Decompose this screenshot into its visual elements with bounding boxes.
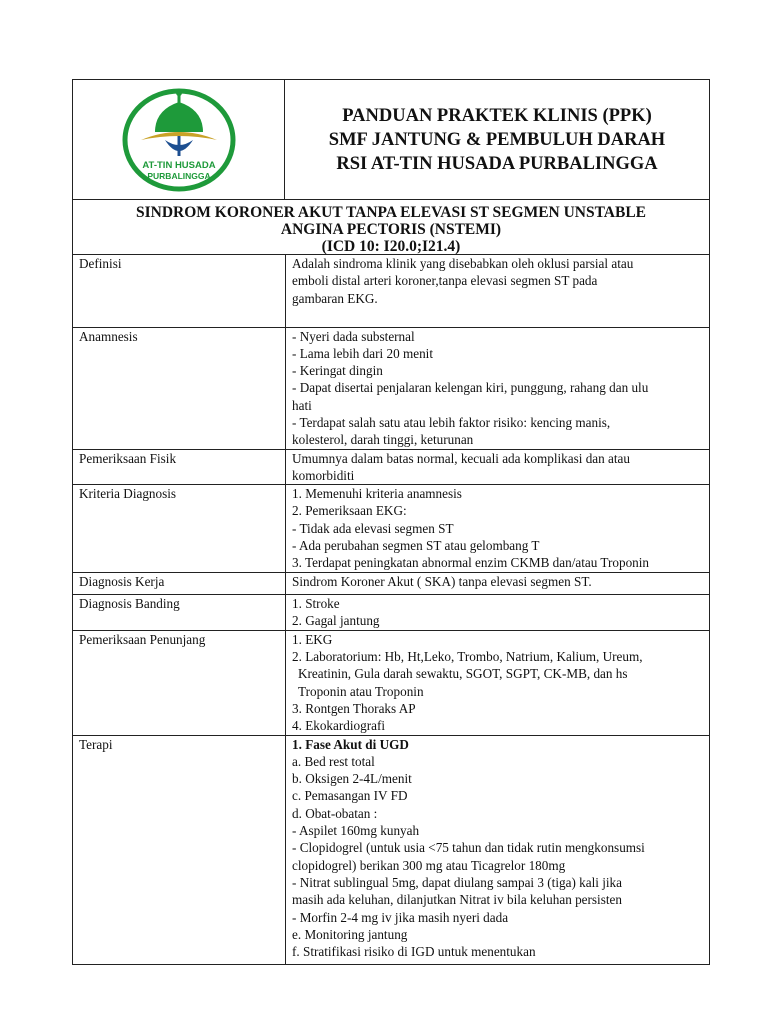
value-line: - Tidak ada elevasi segmen ST: [292, 520, 454, 536]
row-anamnesis: [73, 327, 709, 449]
value-line: Sindrom Koroner Akut ( SKA) tanpa elevasi segmen ST.: [292, 574, 592, 590]
value-line: Adalah sindroma klinik yang disebabkan oleh oklusi parsial atau: [292, 256, 634, 271]
value-line: 4. Ekokardiografi: [292, 718, 386, 734]
row-value: [286, 630, 710, 735]
value-line: 3. Terdapat peningkatan abnormal enzim CKMB dan/atau Troponin: [292, 555, 650, 571]
subject-heading: [73, 200, 709, 255]
document-header: [73, 80, 709, 200]
row-pemeriksaan-fisik: [73, 449, 709, 485]
row-value: [286, 735, 710, 964]
row-value: [286, 485, 710, 573]
value-line: - Keringat dingin: [292, 363, 383, 379]
logo-cell: [73, 80, 285, 199]
logo-text-2: PURBALINGGA: [146, 170, 211, 181]
value-line: a. Bed rest total: [292, 753, 375, 769]
value-line: f. Stratifikasi risiko di IGD untuk menentukan: [292, 944, 536, 960]
row-label: Diagnosis Banding: [73, 595, 286, 631]
subject-line-3: (ICD 10: I20.0;I21.4): [321, 238, 461, 255]
value-line: 2. Laboratorium: Hb, Ht,Leko, Trombo, Natrium, Kalium, Ureum,: [292, 649, 643, 665]
row-definisi: [73, 255, 709, 327]
row-value: [286, 255, 710, 327]
row-label: Pemeriksaan Penunjang: [73, 630, 286, 735]
hospital-logo-icon: [121, 88, 237, 192]
value-line: 1. Memenuhi kriteria anamnesis: [292, 486, 462, 502]
value-line: clopidogrel) berikan 300 mg atau Ticagrelor 180mg: [292, 857, 566, 873]
row-label: Terapi: [73, 735, 286, 964]
title-line-1: PANDUAN PRAKTEK KLINIS (PPK): [342, 105, 652, 126]
value-line: emboli distal arteri koroner,tanpa elevasi segmen ST pada: [292, 273, 598, 289]
logo-text-1: AT-TIN HUSADA: [141, 159, 216, 171]
value-line: Umumnya dalam batas normal, kecuali ada komplikasi dan atau: [292, 450, 631, 466]
value-line: hati: [292, 397, 312, 413]
value-line: komorbiditi: [292, 467, 355, 483]
row-kriteria-diagnosis: [73, 485, 709, 573]
row-label: Pemeriksaan Fisik: [73, 449, 286, 485]
value-line: - Morfin 2-4 mg iv jika masih nyeri dada: [292, 909, 509, 925]
value-line: b. Oksigen 2-4L/menit: [292, 771, 412, 787]
value-line: - Aspilet 160mg kunyah: [292, 823, 420, 839]
row-label: Definisi: [73, 255, 286, 327]
row-label: Diagnosis Kerja: [73, 573, 286, 595]
subject-line-1: SINDROM KORONER AKUT TANPA ELEVASI ST SEGMEN UNSTABLE: [135, 204, 647, 221]
row-value: [286, 595, 710, 631]
value-line: - Dapat disertai penjalaran kelengan kiri, punggung, rahang dan ulu: [292, 380, 649, 396]
subject-line-2: ANGINA PECTORIS (NSTEMI): [280, 221, 502, 238]
value-line: - Terdapat salah satu atau lebih faktor risiko: kencing manis,: [292, 414, 611, 430]
value-line: 2. Pemeriksaan EKG:: [292, 503, 407, 519]
row-diagnosis-banding: [73, 595, 709, 631]
value-line: Troponin atau Troponin: [298, 683, 424, 699]
value-line: masih ada keluhan, dilanjutkan Nitrat iv bila keluhan persisten: [292, 892, 622, 908]
value-line: d. Obat-obatan :: [292, 805, 378, 821]
title-line-3: RSI AT-TIN HUSADA PURBALINGGA: [336, 153, 658, 174]
value-line: 3. Rontgen Thoraks AP: [292, 700, 416, 716]
row-value: [286, 327, 710, 449]
value-line: e. Monitoring jantung: [292, 926, 408, 942]
value-line: c. Pemasangan IV FD: [292, 788, 408, 804]
ppk-document: [72, 79, 710, 965]
document-title: [285, 80, 709, 199]
title-line-2: SMF JANTUNG & PEMBULUH DARAH: [328, 129, 666, 150]
row-value: [286, 449, 710, 485]
row-value: [286, 573, 710, 595]
value-line: - Ada perubahan segmen ST atau gelombang T: [292, 538, 540, 554]
value-line: 1. Fase Akut di UGD: [292, 736, 409, 752]
value-line: 1. Stroke: [292, 596, 340, 612]
row-diagnosis-kerja: [73, 573, 709, 595]
row-label: Anamnesis: [73, 327, 286, 449]
value-line: 1. EKG: [292, 631, 333, 647]
row-terapi: [73, 735, 709, 964]
value-line: - Lama lebih dari 20 menit: [292, 345, 433, 361]
value-line: - Nyeri dada substernal: [292, 328, 415, 344]
row-label: Kriteria Diagnosis: [73, 485, 286, 573]
value-line: Kreatinin, Gula darah sewaktu, SGOT, SGPT, CK-MB, dan hs: [298, 666, 628, 682]
value-line: - Nitrat sublingual 5mg, dapat diulang sampai 3 (tiga) kali jika: [292, 874, 622, 890]
value-line: kolesterol, darah tinggi, keturunan: [292, 432, 474, 448]
value-line: 2. Gagal jantung: [292, 613, 380, 629]
value-line: - Clopidogrel (untuk usia <75 tahun dan tidak rutin mengkonsumsi: [292, 840, 645, 856]
ppk-table: [73, 255, 709, 964]
value-line: gambaran EKG.: [292, 290, 378, 306]
row-pemeriksaan-penunjang: [73, 630, 709, 735]
